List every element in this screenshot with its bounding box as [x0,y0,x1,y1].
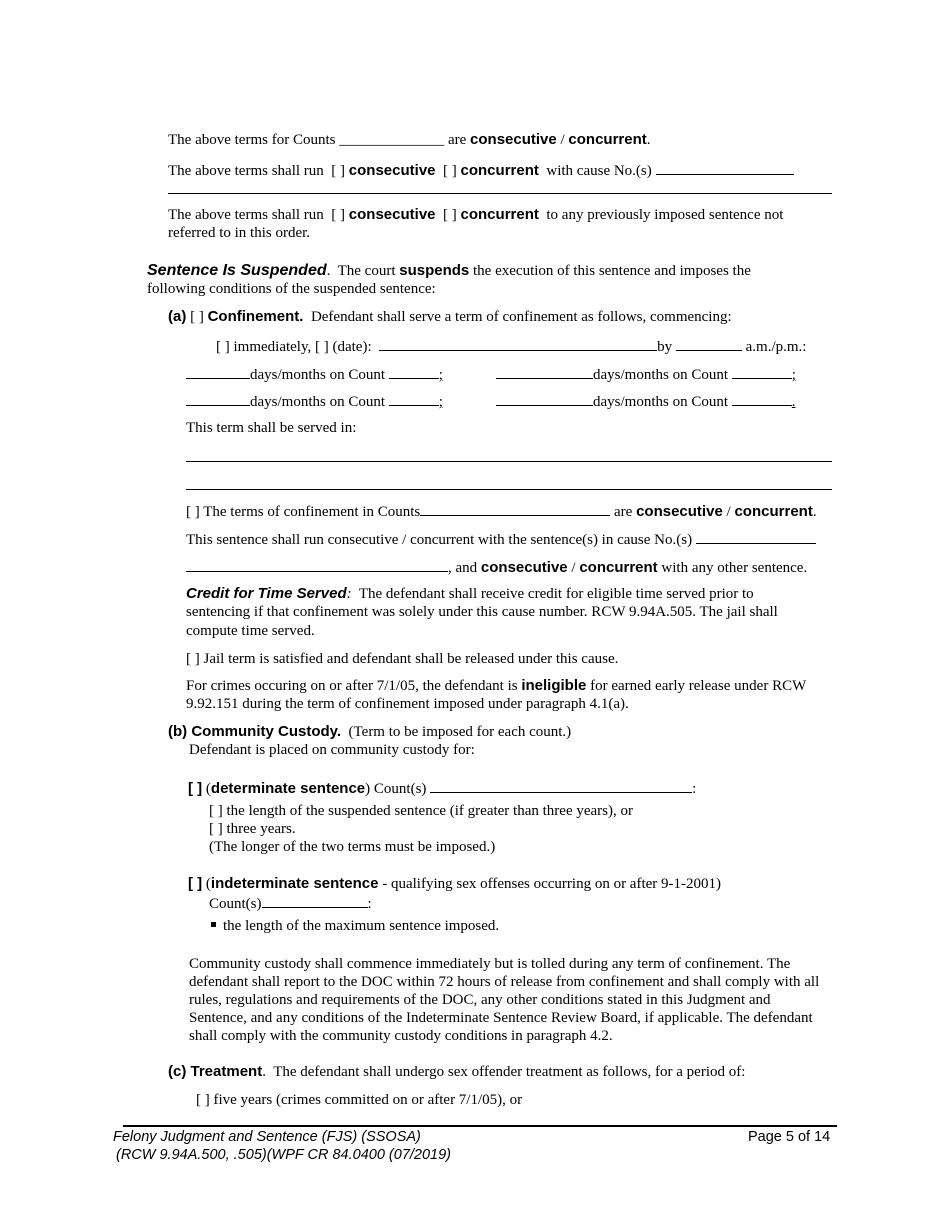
served-in-label: This term shall be served in: [186,420,357,436]
cause-no-field[interactable] [696,529,816,544]
text: days/months on Count [250,367,386,383]
text: are [447,132,467,148]
text: following conditions of the suspended sentence: [147,281,436,297]
cause-no-line [168,160,794,180]
period: . [646,132,651,148]
text: days/months on Count [593,394,729,410]
slash: / [726,504,731,520]
semicolon: ; [791,367,796,383]
text: Count(s) [373,781,427,797]
counts-field[interactable] [430,778,692,793]
item-label: (a) [168,308,187,325]
count-field[interactable] [732,391,792,406]
text: a.m./p.m.: [745,339,807,355]
footer-rule [123,1125,837,1127]
paren: ( [205,781,211,797]
sentence-suspended-heading [147,262,751,280]
terms-confinement-line [186,501,817,521]
text: The above terms for Counts [168,132,336,148]
period: . [326,263,331,279]
text: The above terms shall run [168,163,324,179]
terms-confinement-checkbox[interactable]: [ ] The terms of confinement in Counts [186,504,421,520]
text: referred to in this order. [168,225,311,241]
indeterminate-checkbox[interactable]: [ ] [188,875,203,892]
text: Sentence, and any conditions of the Indeterminate Sentence Review Board, if applicable. The defendant [189,1010,813,1026]
indeterminate-counts-line [209,893,372,913]
credit-title: Credit for Time Served [186,585,347,602]
paren: ( [205,876,211,892]
early-release-line [186,677,806,695]
indeterminate-sentence-line [188,875,721,893]
consecutive-option: consecutive [636,503,723,520]
confinement-title: Confinement. [207,308,304,325]
text: 9.92.151 during the term of confinement imposed under paragraph 4.1(a). [186,696,629,712]
cause-no-field-continued[interactable] [168,193,832,194]
days-field[interactable] [496,391,593,406]
text: by [657,339,673,355]
previously-imposed-line [168,206,783,224]
consecutive-option: consecutive [470,131,557,148]
counts-field[interactable] [262,893,368,908]
consecutive-label: consecutive [348,206,436,223]
colon: : [692,781,697,797]
community-custody-heading [168,723,571,741]
semicolon: ; [438,367,443,383]
slash: / [571,560,576,576]
text: Defendant is placed on community custody for: [189,742,475,758]
footer-form-reference: (RCW 9.94A.500, .505)(WPF CR 84.0400 (07/2019) [116,1147,452,1163]
days-field[interactable] [496,364,593,379]
count-row [496,391,796,411]
text: the execution of this sentence and imposes the [473,263,751,279]
text: the length of the maximum sentence imposed. [223,918,500,934]
indeterminate-title: indeterminate sentence [210,875,379,892]
count-row [496,364,796,384]
consecutive-counts-line [168,131,651,149]
immediately-date-options[interactable]: [ ] immediately, [ ] (date): [216,339,372,355]
and-line [186,557,807,577]
colon: : [346,586,352,602]
text: - qualifying sex offenses occurring on or after 9-1-2001) [382,876,722,892]
period: . [812,504,817,520]
credit-heading [186,585,754,603]
counts-blank[interactable]: ______________ [339,132,445,148]
counts-field[interactable] [420,501,610,516]
text: defendant shall report to the DOC within 72 hours of release from confinement and shall comply with all [189,974,820,990]
concurrent-option: concurrent [579,559,658,576]
text: The above terms shall run [168,207,324,223]
text: The defendant shall receive credit for eligible time served prior to [358,586,754,602]
served-in-field[interactable] [186,489,832,490]
jail-term-checkbox-line[interactable]: [ ] Jail term is satisfied and defendant shall be released under this cause. [186,651,619,667]
concurrent-label: concurrent [460,162,539,179]
text: rules, regulations and requirements of the DOC, any other conditions stated in this Judgment and [189,992,771,1008]
count-row [186,391,443,411]
days-field[interactable] [186,391,250,406]
section-title: Sentence Is Suspended [147,262,327,279]
confinement-checkbox[interactable]: [ ] [190,309,204,325]
consecutive-option: consecutive [480,559,568,576]
sentence-run-line [186,529,816,549]
text: Count(s) [209,896,262,912]
bullet-icon [211,922,216,927]
three-years-option[interactable]: [ ] three years. [209,821,296,837]
period: . [791,394,796,410]
ineligible-word: ineligible [521,677,587,694]
determinate-checkbox[interactable]: [ ] [188,780,203,797]
consecutive-checkbox[interactable]: [ ] [331,163,346,179]
text: are [614,504,633,520]
commencing-line [216,336,806,356]
suspends-word: suspends [399,262,470,279]
time-field[interactable] [676,336,742,351]
suspended-length-option[interactable]: [ ] the length of the suspended sentence (if greater than three years), or [209,803,633,819]
consecutive-label: consecutive [348,162,436,179]
text: days/months on Count [250,394,386,410]
concurrent-checkbox[interactable]: [ ] [443,207,457,223]
slash: / [560,132,565,148]
days-field[interactable] [186,364,250,379]
text: The defendant shall undergo sex offender treatment as follows, for a period of: [273,1064,746,1080]
footer-form-title: Felony Judgment and Sentence (FJS) (SSOSA) [113,1129,421,1145]
count-field[interactable] [389,364,439,379]
text: days/months on Count [593,367,729,383]
section-title: (c) Treatment [168,1063,263,1080]
confinement-heading [168,308,732,326]
text: shall comply with the community custody conditions in paragraph 4.2. [189,1028,613,1044]
page-number: Page 5 of 14 [748,1129,831,1145]
text: Community custody shall commence immediately but is tolled during any term of confinement. The [189,956,791,972]
paren: ) [365,781,371,797]
five-years-option[interactable]: [ ] five years (crimes committed on or after 7/1/05), or [196,1092,523,1108]
consecutive-checkbox[interactable]: [ ] [331,207,346,223]
text: with any other sentence. [661,560,808,576]
treatment-heading [168,1063,745,1081]
colon: : [367,896,372,912]
count-field[interactable] [389,391,439,406]
count-row [186,364,443,384]
text: (The longer of the two terms must be imposed.) [209,839,496,855]
served-in-field[interactable] [186,461,832,462]
bullet-item [211,917,499,935]
cause-no-field[interactable] [656,160,794,175]
text: sentencing if that confinement was solely under this cause number. RCW 9.94A.505. The jail shall [186,604,778,620]
concurrent-checkbox[interactable]: [ ] [443,163,457,179]
text: with cause No.(s) [546,163,652,179]
determinate-title: determinate sentence [210,780,366,797]
concurrent-option: concurrent [568,131,647,148]
text: , and [448,560,478,576]
text: The court [337,263,396,279]
text: This sentence shall run consecutive / concurrent with the sentence(s) in cause No.(s) [186,532,693,548]
concurrent-option: concurrent [734,503,813,520]
cause-no-field[interactable] [186,557,448,572]
determinate-sentence-line [188,778,696,798]
date-field[interactable] [379,336,657,351]
text: Defendant shall serve a term of confinement as follows, commencing: [310,309,732,325]
text: to any previously imposed sentence not [546,207,784,223]
count-field[interactable] [732,364,792,379]
semicolon: ; [438,394,443,410]
concurrent-label: concurrent [460,206,539,223]
section-title: (b) Community Custody. [168,723,342,740]
text: For crimes occuring on or after 7/1/05, the defendant is [186,678,518,694]
text: (Term to be imposed for each count.) [348,724,572,740]
text: for earned early release under RCW [590,678,807,694]
period: . [262,1064,266,1080]
text: compute time served. [186,623,315,639]
